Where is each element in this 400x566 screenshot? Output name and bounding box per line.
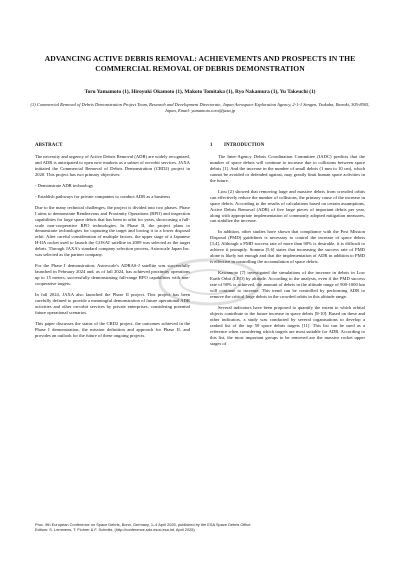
section-number: 1 [210, 143, 213, 148]
abstract-heading: ABSTRACT [35, 143, 63, 148]
intro-paragraph: In addition, other studies have shown that compliance with the Post Mission Disposal (PMD) guidelines is necessary to control the increase of space debris [3,4]. Although a PMD success rate of more than 90% is desirable, it is difficult to achieve it promptly. Somma [5,6] states that increasing the success rate of PMD alone is likely not enough and that the implementation of ADR in addition to PMD is effective in controlling the accumulation of space debris. [210, 229, 365, 265]
paper-title: ADVANCING ACTIVE DEBRIS REMOVAL: ACHIEVEMENTS AND PROSPECTS IN THE COMMERCIAL REMOVAL OF DEBRIS DEMONSTRATION [44, 54, 356, 73]
author-affiliation: (1) Commercial Removal of Debris Demonstration Project Team, Research and Development Directorate, Japan Aerospace Exploration Agency, 2-1-1 Sengen, Tsukuba, Ibaraki, 305-8505, Japan, Email: yamamoto.toru@jaxa.jp [30, 102, 370, 114]
abstract-paragraph: The necessity and urgency of Active Debris Removal (ADR) are widely recognized, and ADR is anticipated to open new markets as a subset of on-orbit services. JAXA initiated the Commercial Removal of Debris Demonstration (CRD2) project in 2020. This project has two primary objectives: [35, 153, 190, 177]
right-column [210, 143, 365, 352]
abstract-paragraph: - Demonstrate ADR technology [35, 182, 94, 188]
left-column [35, 143, 190, 344]
intro-paragraph: The Inter-Agency Debris Coordination Committee (IADC) predicts that the number of space debris will continue to increase due to collisions between space debris [1]. And the increase in the number of small debris (1 mm to 10 cm), which cannot be avoided or defended against, may greatly limit human space activities in the future. [210, 153, 365, 183]
abstract-paragraph: - Establish pathways for private companies to conduct ADR as a business [35, 193, 171, 199]
abstract-paragraph: In fall 2024, JAXA also launched the Phase II project. This project has been carefully defined to provide a meaningful demonstration of future operational ADR activities and other on-orbit services by private enterprises, considering potential future operational scenarios. [35, 292, 190, 315]
intro-paragraph: Kawamoto [7] investigated the simulations of the increase in debris in Low Earth Orbit (LEO) by altitude. According to the analysis, even if the PMD success rate of 90% is achieved, the amount of debris in the altitude range of 900-1000 km will continue to increase. This trend can be controlled by performing ADR to remove the critical large debris in the crowded orbits in this altitude range. [210, 270, 365, 299]
footer-editors: Editors: S. Lemmens, T. Flohrer & F. Schmitz, (http://conference.sdo.esoc.esa.int, April 2025) [35, 527, 195, 533]
abstract-paragraph: This paper discusses the status of the CRD2 project, the outcomes achieved in the Phase I demonstration, the mission definition and approach for Phase II, and provides an outlook for the future of these ongoing projects. [35, 320, 190, 338]
page-footer [35, 522, 375, 533]
author-list: Toru Yamamoto (1), Hiroyuki Okamoto (1), Makoto Tomitaka (1), Ryo Nakamura (1), Yu Takeuchi (1) [84, 89, 316, 95]
intro-paragraph: Liou [2] showed that removing large and massive debris from crowded orbits can effectively reduce the number of collisions, the primary cause of the increase in space debris. According to the results of calculations based on certain assumptions, Active Debris Removal (ADR) of five large pieces of important debris per year, along with appropriate implementation of commonly adopted mitigation measures, can stabilize the increase. [210, 188, 365, 224]
footer-citation: Proc. 9th European Conference on Space Debris, Bonn, Germany, 1–4 April 2025, published by the ESA Space Debris Office [35, 522, 251, 527]
section-title: INTRODUCTION [224, 143, 265, 148]
abstract-paragraph: For the Phase I demonstration, Astroscale's ADRAS-J satellite was successfully launched in February 2024 and, as of fall 2024, has achieved proximity operations up to 15 meters, successfully demonstrating full-range RPO capabilities with non-cooperative targets. [35, 263, 190, 287]
intro-paragraph: Several indicators have been proposed to quantify the extent to which orbital objects contribute to the future increase in space debris [8-10]. Based on these and other indicators, a study was conducted by several organisations to develop a ranked list of the top 50 space debris targets [11]. This list can be used as a reference when considering which targets are most suitable for ADR. According to this list, the most important groups to be removed are the massive rocket upper stages of [210, 304, 365, 346]
introduction-heading [210, 143, 365, 149]
abstract-paragraph: Due to the many technical challenges, the project is divided into two phases. Phase I aims to demonstrate Rendezvous and Proximity Operations (RPO) and inspection capabilities for large space debris that has been in orbit for years, showcasing a full-scale non-cooperative RPO technologies. In Phase II, the project plans to demonstrate technologies for capturing the target and lowing it to a lower disposal orbit. After careful consideration of multiple factors, the upper stage of a Japanese H-IIA rocket used to launch the GOSAT satellite in 2009 was selected as the target debris. Through JAXA's standard company selection process, Astroscale Japan Inc. was selected as the partner company. [35, 204, 190, 258]
